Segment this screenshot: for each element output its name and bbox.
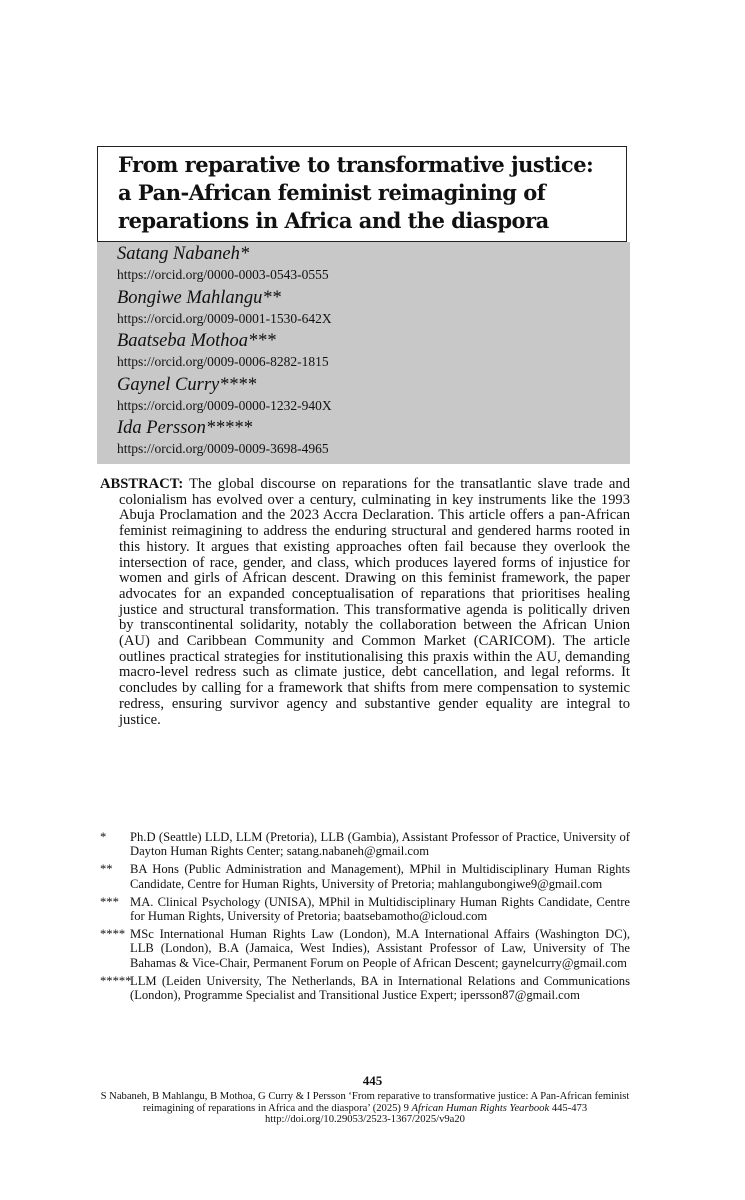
footnote bbox=[100, 830, 630, 858]
abstract-text: The global discourse on reparations for the transatlantic slave trade and colonialism has evolved over a century, culminating in key instruments like the 1993 Abuja Proclamation and the 2023 Accra Declaration. This article offers a pan-African feminist reimagining to address the enduring structural and gendered harms rooted in this history. It argues that existing approaches often fail because they overlook the intersection of race, gender, and class, which produces layered forms of injustice for women and girls of African descent. Drawing on this feminist framework, the paper advocates for an expanded conceptualisation of reparations that prioritises healing justice and structural transformation. This transformative agenda is politically driven by transcontinental solidarity, notably the collaboration between the African Union (AU) and Caribbean Community and Common Market (CARICOM). The article outlines practical strategies for institutionalising this praxis within the AU, demanding macro-level redress such as climate justice, debt cancellation, and legal reforms. It concludes by calling for a framework that shifts from mere compensation to systemic redress, ensuring survivor agency and substantive gender equality are integral to justice. bbox=[119, 476, 631, 728]
citation bbox=[100, 1091, 630, 1126]
author-orcid-link[interactable]: https://orcid.org/0009-0001-1530-642X bbox=[117, 310, 332, 326]
citation-doi-link[interactable]: http://doi.org/10.29053/2523-1367/2025/v9a20 bbox=[265, 1114, 465, 1125]
author-entry bbox=[117, 242, 630, 286]
footnote-mark: ***** bbox=[100, 973, 132, 988]
author-name: Satang Nabaneh* bbox=[117, 244, 250, 264]
citation-journal: African Human Rights Yearbook bbox=[411, 1102, 550, 1114]
author-entry bbox=[117, 373, 630, 417]
footnote bbox=[100, 927, 630, 970]
footnote-text: MA. Clinical Psychology (UNISA), MPhil in Multidisciplinary Human Rights Candidate, Centre for Human Rights, University of Pretoria; baatsebamotho@icloud.com bbox=[130, 894, 630, 924]
footnote bbox=[100, 974, 630, 1002]
footnote-text: Ph.D (Seattle) LLD, LLM (Pretoria), LLB (Gambia), Assistant Professor of Practice, University of Dayton Human Rights Center; satang.nabaneh@gmail.com bbox=[130, 830, 630, 859]
author-entry bbox=[117, 329, 630, 373]
author-orcid-link[interactable]: https://orcid.org/0009-0006-8282-1815 bbox=[117, 354, 329, 369]
footnote-mark: *** bbox=[100, 894, 119, 909]
footnote-mark: **** bbox=[100, 927, 126, 942]
abstract-section bbox=[100, 477, 630, 728]
abstract-label: ABSTRACT: bbox=[100, 476, 184, 492]
author-name: Baatseba Mothoa*** bbox=[117, 331, 276, 351]
footnote-text: LLM (Leiden University, The Netherlands, BA in International Relations and Communications (London), Programme Specialist and Transitional Justice Expert; ipersson87@gmail.com bbox=[130, 973, 630, 1003]
footnote-text: BA Hons (Public Administration and Management), MPhil in Multidisciplinary Human Rights Candidate, Centre for Human Rights, University of Pretoria; mahlangubongiwe9@gmail.com bbox=[130, 862, 630, 891]
footnote-text: MSc International Human Rights Law (London), M.A International Affairs (Washington DC), LLB (London), B.A (Jamaica, West Indies), Assistant Professor of Law, University of The Bahamas & Vice-Chair, Permanent Forum on People of African Descent; gaynelcurry@gmail.com bbox=[130, 927, 630, 970]
author-name: Gaynel Curry**** bbox=[117, 374, 257, 395]
author-entry bbox=[117, 286, 630, 330]
author-entry bbox=[117, 416, 630, 460]
footnote-mark: * bbox=[100, 830, 107, 844]
author-name: Ida Persson***** bbox=[117, 418, 253, 438]
footnote bbox=[100, 862, 630, 890]
article-title-line-3: reparations in Africa and the diaspora bbox=[118, 208, 549, 233]
authors-panel bbox=[97, 242, 630, 464]
footnote bbox=[100, 895, 630, 923]
author-name: Bongiwe Mahlangu** bbox=[117, 287, 281, 308]
article-title-line-1: From reparative to transformative justice: bbox=[118, 152, 594, 177]
title-box bbox=[97, 146, 627, 242]
footnotes bbox=[100, 830, 630, 1006]
author-orcid-link[interactable]: https://orcid.org/0009-0000-1232-940X bbox=[117, 397, 332, 413]
abstract-paragraph bbox=[100, 477, 630, 728]
page-number: 445 bbox=[362, 1073, 383, 1088]
article-title-line-2: a Pan-African feminist reimagining of bbox=[118, 180, 546, 205]
footnote-mark: ** bbox=[100, 862, 113, 877]
citation-pages: 445-473 bbox=[549, 1102, 588, 1114]
author-orcid-link[interactable]: https://orcid.org/0000-0003-0543-0555 bbox=[117, 267, 329, 282]
author-orcid-link[interactable]: https://orcid.org/0009-0009-3698-4965 bbox=[117, 441, 329, 456]
citation-prefix: S Nabaneh, B Mahlangu, B Mothoa, G Curry & I Persson ‘From reparative to transformative justice: A Pan-African feminist reimagining of reparations in Africa and the diaspora’ (2025) 9 bbox=[100, 1091, 630, 1114]
